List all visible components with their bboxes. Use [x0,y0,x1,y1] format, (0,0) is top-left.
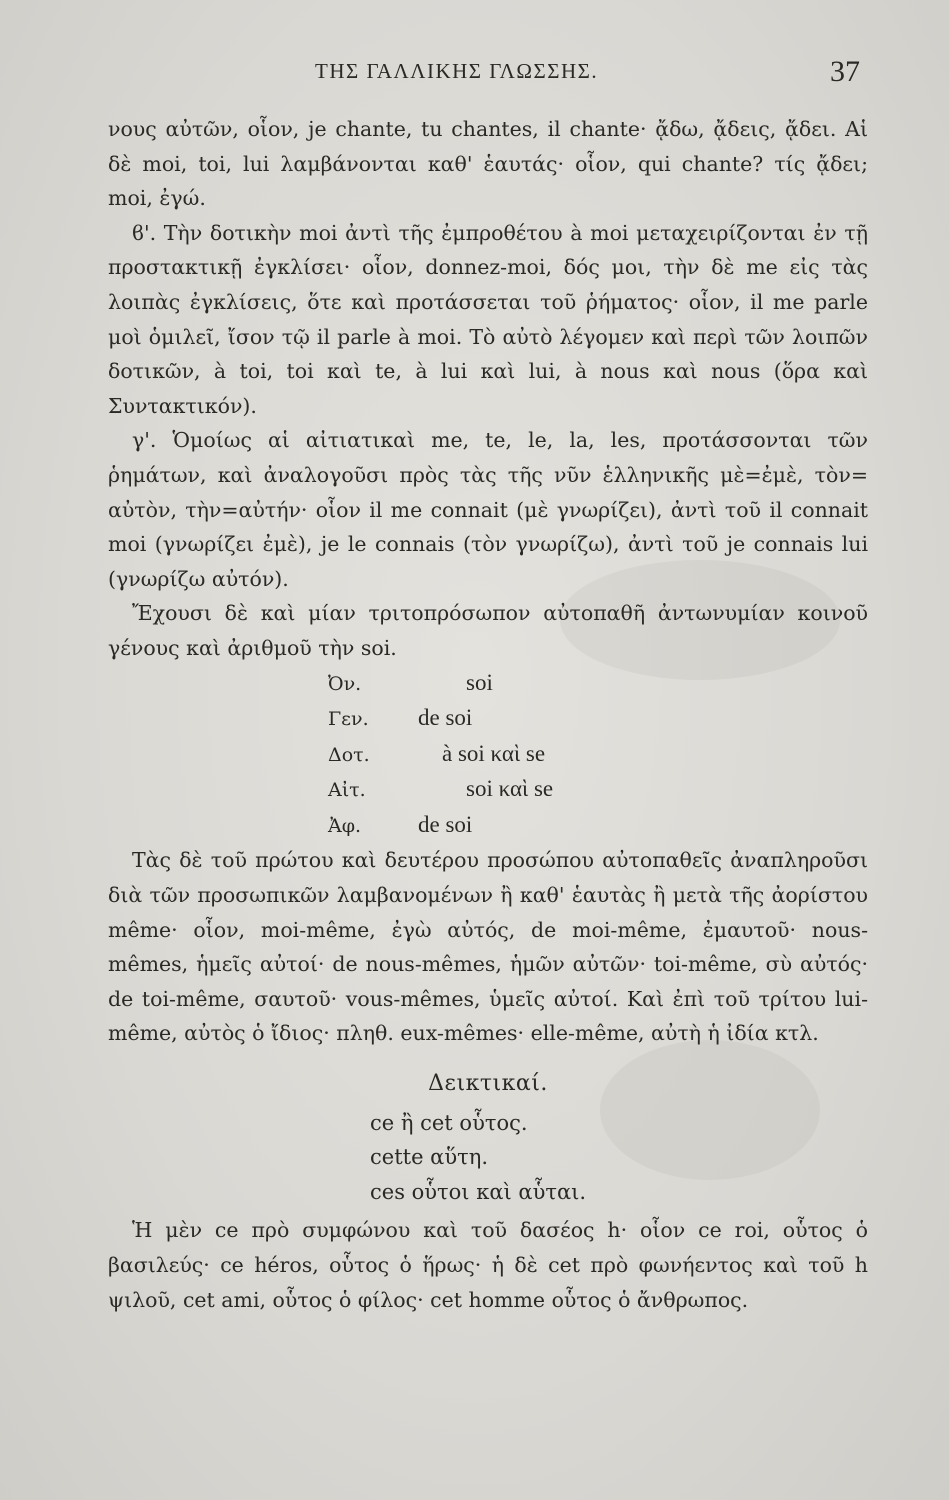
case-label: Ἀφ. [328,814,362,837]
case-form: de soi [418,811,473,837]
declension-row [328,701,553,737]
case-label: Αἰτ. [328,779,366,802]
declension-row [328,772,553,808]
list-item: ce ἢ cet οὗτος. [370,1110,528,1135]
declension-row [328,808,553,844]
demonstrative-list [370,1106,868,1210]
case-label: Ὀν. [328,672,362,695]
case-label: Γεν. [328,708,369,731]
paragraph-continued: νους αὐτῶν, οἷον, je chante, tu chantes, il chante· ᾄδω, ᾄδεις, ᾄδει. Αἱ δὲ moi, toi, lui λαμβάνονται καθ' ἑαυτάς· οἷον, qui chante? τίς ᾄδει; moi, ἐγώ. [108,117,868,211]
paragraph-ce-cet: Ἡ μὲν ce πρὸ συμφώνου καὶ τοῦ δασέος h· οἷον ce roi, οὗτος ὁ βασιλεύς· ce héros, οὗτος ὁ ἥρως· ἡ δὲ cet πρὸ φωνήεντος καὶ τοῦ h ψιλοῦ, cet ami, οὗτος ὁ φίλος· cet homme οὗτος ὁ ἄνθρωπος. [108,1218,868,1312]
list-item: ces οὗτοι καὶ αὗται. [370,1179,587,1204]
page-number: 37 [830,55,860,88]
paragraph-dative: ϐ'. Τὴν δοτικὴν moi ἀντὶ τῆς ἐμπροθέτου à moi μεταχειρίζονται ἐν τῇ προστακτικῇ ἐγκλίσει· οἷον, donnez-moi, δός μοι, τὴν δὲ me εἰς τὰς λοιπὰς ἐγκλίσεις, ὅτε καὶ προτάσσεται τοῦ ῥήματος· οἷον, il me parle μοὶ ὁμιλεῖ, ἴσον τῷ il parle à moi. Τὸ αὐτὸ λέγομεν καὶ περὶ τῶν λοιπῶν δοτικῶν, à toi, toi καὶ te, à lui καὶ lui, à nous καὶ nous (ὅρα καὶ Συντακτικόν). [108,220,868,418]
section-heading: Δεικτικαί. [428,1071,548,1097]
case-form: à soi καὶ se [442,740,546,766]
paragraph-reflexive: Ἔχουσι δὲ καὶ μίαν τριτοπρόσωπον αὐτοπαθῆ ἀντωνυμίαν κοινοῦ γένους καὶ ἀριθμοῦ τὴν soi. [108,601,868,660]
running-title: ΤΗΣ ΓΑΛΛΙΚΗΣ ΓΛΩΣΣΗΣ. [315,59,599,83]
list-item: cette αὕτη. [370,1145,488,1170]
paragraph-accusative: γ'. Ὁμοίως αἱ αἰτιατικαὶ me, te, le, la, les, προτάσσονται τῶν ῥημάτων, καὶ ἀναλογοῦσι πρὸς τὰς τῆς νῦν ἑλληνικῆς μὲ=ἐμὲ, τὸν= αὐτὸν, τὴν=αὐτήν· οἷον il me connait (μὲ γνωρίζει), ἀντὶ τοῦ il connait moi (γνωρίζει ἐμὲ), je le connais (τὸν γνωρίζω), ἀντὶ τοῦ je connais lui (γνωρίζω αὐτόν). [108,428,868,591]
declension-table [328,666,553,844]
case-label: Δοτ. [328,743,370,766]
declension-row [328,737,553,773]
case-form: de soi [418,705,473,731]
page-body [108,112,868,1317]
paragraph-first-second-person: Τὰς δὲ τοῦ πρώτου καὶ δευτέρου προσώπου αὐτοπαθεῖς ἀναπληροῦσι διὰ τῶν προσωπικῶν λαμβανομένων ἢ καθ' ἑαυτὰς ἢ μετὰ τῆς ἀορίστου même· οἷον, moi-même, ἐγὼ αὐτός, de moi-même, ἐμαυτοῦ· nous-mêmes, ἡμεῖς αὐτοί· de nous-mêmes, ἡμῶν αὐτῶν· toi-même, σὺ αὐτός· de toi-même, σαυτοῦ· vous-mêmes, ὑμεῖς αὐτοί. Καὶ ἐπὶ τοῦ τρίτου lui-même, αὐτὸς ὁ ἴδιος· πληθ. eux-mêmes· elle-même, αὐτὴ ἡ ἰδία κτλ. [108,848,868,1046]
case-form: soi [466,669,493,695]
page-header [100,55,860,95]
case-form: soi καὶ se [466,776,554,802]
declension-row [328,666,553,702]
